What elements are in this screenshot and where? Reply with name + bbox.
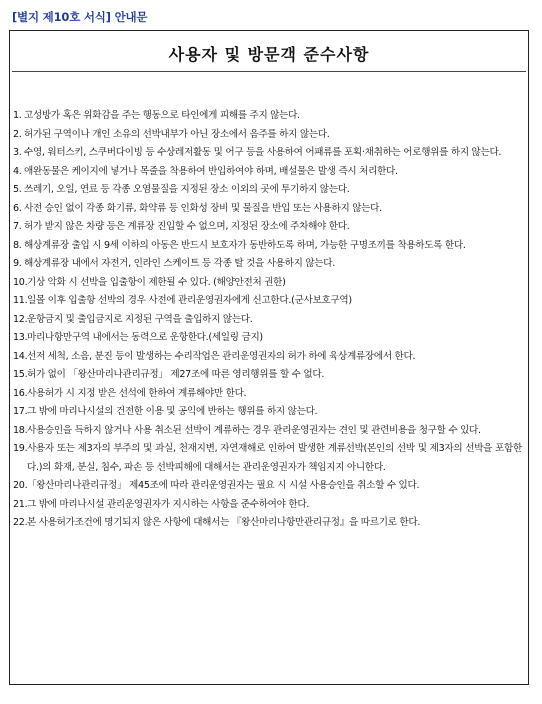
rule-text: 사용승인을 득하지 않거나 사용 취소된 선박이 계류하는 경우 관리운영권자는 견인 및 관련비용을 청구할 수 있다.	[27, 424, 481, 436]
rule-number: 1.	[13, 110, 22, 121]
rule-number: 5.	[13, 184, 22, 195]
rule-text: 고성방가 혹은 위화감을 주는 행동으로 타인에게 피해를 주지 않는다.	[24, 110, 300, 121]
rule-item	[13, 477, 522, 496]
rule-item	[13, 218, 522, 237]
rules-list	[13, 107, 522, 533]
rule-item	[13, 422, 522, 441]
rule-text: 사용자 또는 제3자의 부주의 및 과실, 천재지변, 자연재해로 인하여 발생한 계류선박(본인의 선박 및 제3자의 선박을 포함한다.)의 화재, 분실, 침수, 파손 등 선박피해에 대해서는 관리운영권자가 책임지지 아니한다.	[27, 443, 522, 473]
rule-item	[13, 311, 522, 330]
rule-item	[13, 126, 522, 145]
rule-text: 해상계류장 출입 시 9세 이하의 아동은 반드시 보호자가 동반하도록 하며, 가능한 구명조끼를 착용하도록 한다.	[24, 239, 466, 251]
rule-text: 본 사용허가조건에 명기되지 않은 사항에 대해서는 『왕산마리나항만관리규정』을 따르기로 한다.	[27, 517, 421, 528]
rule-number: 20.	[13, 480, 28, 491]
rule-number: 7.	[13, 221, 22, 232]
rule-item	[13, 255, 522, 274]
rule-text: 그 밖에 마리나시설 관리운영권자가 지시하는 사항을 준수하여야 한다.	[27, 498, 310, 510]
rule-item	[13, 366, 522, 385]
rule-number: 8.	[13, 239, 22, 251]
rule-text: 선저 세척, 소음, 분진 등이 발생하는 수리작업은 관리운영권자의 허가 하에 육상계류장에서 한다.	[27, 350, 416, 362]
rule-text: 기상 악화 시 선박을 입출항이 제한될 수 있다. (해양안전처 권한)	[27, 276, 286, 288]
rule-number: 16.	[13, 387, 28, 399]
rule-number: 11.	[13, 295, 28, 306]
rule-item	[13, 181, 522, 200]
rule-text: 쓰레기, 오일, 연료 등 각종 오염물질을 지정된 장소 이외의 곳에 투기하지 않는다.	[24, 184, 350, 195]
rule-number: 15.	[13, 369, 28, 380]
rule-number: 19.	[13, 443, 28, 454]
page-title: 사용자 및 방문객 준수사항	[168, 45, 370, 64]
rule-item	[13, 107, 522, 126]
rule-text: 해상계류장 내에서 자전거, 인라인 스케이트 등 각종 탈 것을 사용하지 않는다.	[24, 258, 335, 269]
rule-item	[13, 163, 522, 182]
title-divider	[12, 71, 526, 72]
rule-item	[13, 144, 522, 163]
rule-number: 21.	[13, 498, 28, 510]
rule-item	[13, 514, 522, 533]
rule-number: 18.	[13, 424, 28, 436]
rule-number: 10.	[13, 276, 28, 288]
rule-text: 마리나항만구역 내에서는 동력으로 운항한다.(세일링 금지)	[27, 332, 263, 343]
rule-text: 「왕산마리나관리규정」 제45조에 따라 관리운영권자는 필요 시 시설 사용승인을 취소할 수 있다.	[27, 480, 420, 491]
rule-text: 수영, 워터스키, 스쿠버다이빙 등 수상레저활동 및 어구 등을 사용하여 어패류를 포획·채취하는 어로행위를 하지 않는다.	[24, 147, 502, 158]
rule-number: 3.	[13, 147, 22, 158]
rule-item	[13, 403, 522, 422]
rule-text: 일몰 이후 입출항 선박의 경우 사전에 관리운영권자에게 신고한다.(군사보호구역)	[27, 295, 352, 306]
rule-item	[13, 237, 522, 256]
rule-number: 12.	[13, 313, 28, 325]
rule-item	[13, 274, 522, 293]
rule-text: 사용허가 시 지정 받은 선석에 한하여 계류해야만 한다.	[27, 387, 247, 399]
rule-number: 22.	[13, 517, 28, 528]
rule-item	[13, 200, 522, 219]
form-label: [별지 제10호 서식] 안내문	[12, 10, 148, 24]
rule-text: 허가 없이 「왕산마리나관리규정」 제27조에 따른 영리행위를 할 수 없다.	[27, 369, 325, 380]
rule-text: 허가 받지 않은 차량 등은 계류장 진입할 수 없으며, 지정된 장소에 주차해야 한다.	[24, 221, 350, 232]
rule-item	[13, 385, 522, 404]
rule-text: 운항금지 및 출입금지로 지정된 구역을 출입하지 않는다.	[27, 313, 253, 325]
rule-number: 13.	[13, 332, 28, 343]
rule-item	[13, 292, 522, 311]
rule-item	[13, 440, 522, 477]
rule-number: 4.	[13, 165, 22, 177]
rule-item	[13, 348, 522, 367]
rule-number: 2.	[13, 128, 22, 140]
rule-text: 그 밖에 마리나시설의 건전한 이용 및 공익에 반하는 행위를 하지 않는다.	[27, 406, 318, 417]
rule-text: 사전 승인 없이 각종 화기류, 화약류 등 인화성 장비 및 물질을 반입 또는 사용하지 않는다.	[24, 202, 382, 214]
rule-number: 6.	[13, 202, 22, 214]
rule-number: 14.	[13, 350, 28, 362]
rule-item	[13, 496, 522, 515]
rule-number: 17.	[13, 406, 28, 417]
notice-frame	[9, 30, 529, 685]
rule-number: 9.	[13, 258, 22, 269]
rule-item	[13, 329, 522, 348]
rule-text: 허가된 구역이나 개인 소유의 선박내부가 아닌 장소에서 음주를 하지 않는다.	[24, 128, 330, 140]
rule-text: 애완동물은 케이지에 넣거나 목줄을 착용하여 반입하여야 하며, 배설물은 발생 즉시 처리한다.	[24, 165, 398, 177]
